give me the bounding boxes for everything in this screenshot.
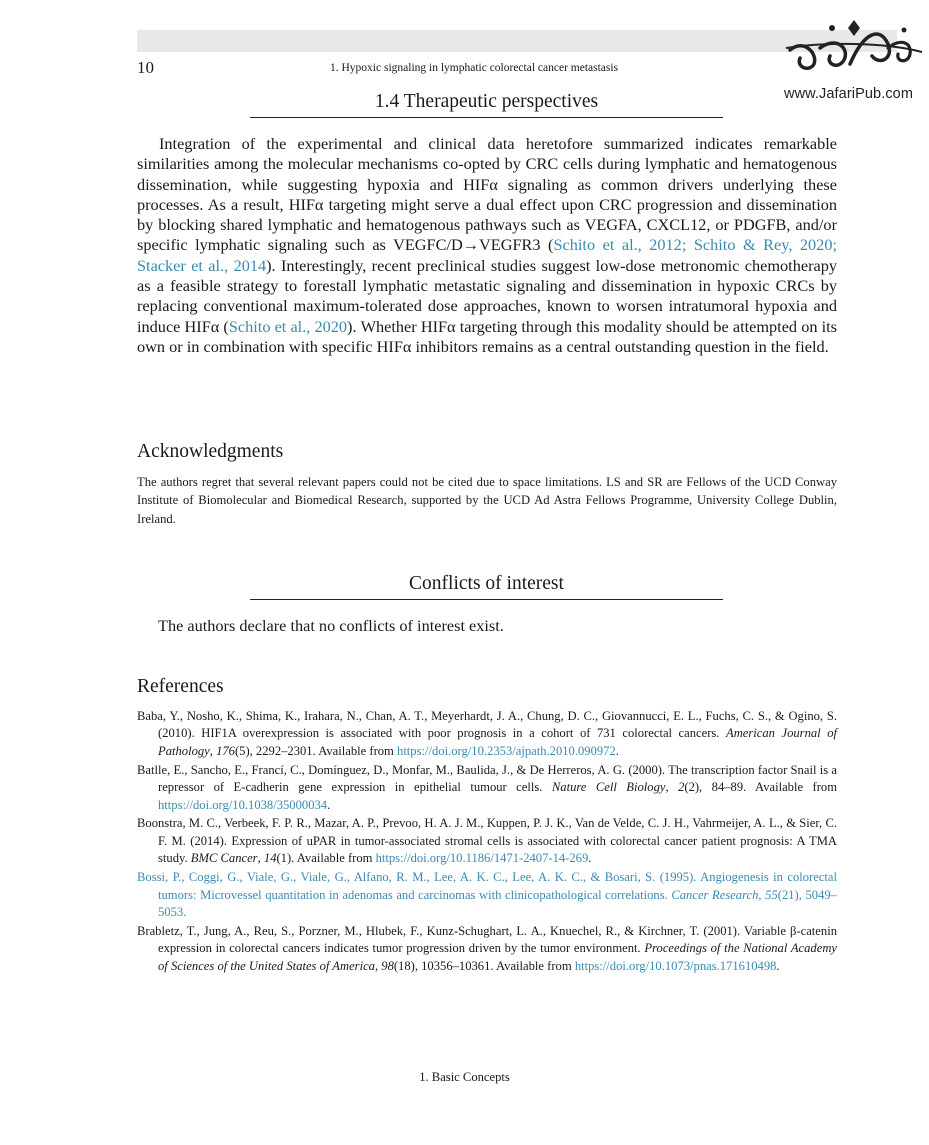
ref-volume: 14 [263, 851, 277, 866]
ref-end: . [615, 743, 619, 758]
calligraphy-logo-icon [784, 8, 926, 84]
reference-item [137, 762, 837, 814]
ref-journal: Cancer Research [671, 887, 759, 902]
reference-item-link[interactable] [137, 869, 837, 921]
ref-volume: 176 [216, 743, 235, 758]
ref-sep: , [209, 743, 217, 758]
doi-link[interactable]: https://doi.org/10.2353/ajpath.2010.090972 [397, 743, 616, 758]
logo-url: www.JafariPub.com [784, 86, 914, 102]
citation-link[interactable]: Schito et al., 2020 [228, 316, 348, 336]
conflicts-title: Conflicts of interest [250, 573, 723, 600]
ref-pages: (18), 10356–10361. Available from [393, 958, 575, 973]
reference-item [137, 708, 837, 760]
ref-sep: , [758, 887, 766, 902]
ref-end: . [776, 958, 780, 973]
paragraph-text: Integration of the experimental and clinical data heretofore summarized indicates remarkable similarities among the molecular mechanisms co-opted by CRC cells during lymphatic and hematogenous dissemination, while suggesting hypoxia and HIFα signaling as common drivers underlying these processes. As a result, HIFα targeting might serve a dual effect upon CRC progression and dissemination by blocking shared lymphatic and hematogenous pathways such as VEGFA, CXCL12, or PDGFB, and/or specific lymphatic signaling such as VEGFC/D→VEGFR3 ( [137, 134, 837, 255]
ref-pages: (1). Available from [276, 851, 376, 866]
ref-text: Bossi, P., Coggi, G., Viale, G., Viale, G., Alfano, R. M., Lee, A. K. C., Lee, A. K. C., & Bosari, S. (1995). Angiogenesis in colorectal tumors: Microvessel quantitation in adenomas and carcinomas with clinicopathological correlations. [137, 870, 837, 902]
section-paragraph [137, 134, 837, 357]
ref-pages: (5), 2292–2301. Available from [234, 743, 398, 758]
ref-volume: 2 [678, 780, 685, 795]
ref-end: . [327, 797, 331, 812]
doi-link[interactable]: https://doi.org/10.1186/1471-2407-14-269 [375, 851, 589, 866]
paragraph-text: ). Interestingly, recent preclinical studies suggest low-dose metronomic chemotherapy as a feasible strategy to forestall lymphatic metastatic signaling and dissemination in hypoxic CRCs by replacing conventional maximum-tolerated dose approaches, known to worsen intratumoral hypoxia and induce HIFα ( [137, 255, 837, 336]
ref-journal: Proceedings of the National Academy of Sciences of the United States of America [158, 941, 837, 973]
publisher-logo[interactable] [780, 8, 926, 100]
ref-text: Baba, Y., Nosho, K., Shima, K., Irahara, N., Chan, A. T., Meyerhardt, J. A., Chung, D. C., Giovannucci, E. L., Fuchs, C. S., & Ogino, S. (2010). HIF1A overexpression is associated with poor prognosis in a cohort of 731 colorectal cancers. [137, 709, 837, 741]
page-number: 10 [137, 58, 154, 77]
references-title: References [137, 676, 224, 697]
section-title: 1.4 Therapeutic perspectives [250, 91, 723, 118]
ref-volume: 55 [765, 887, 778, 902]
ref-end: . [588, 851, 592, 866]
paragraph-text: ). Whether HIFα targeting through this modality should be attempted on its own or in combination with specific HIFα inhibitors remains as a central outstanding question in the field. [137, 316, 837, 356]
doi-link[interactable]: https://doi.org/10.1038/35000034 [158, 797, 328, 812]
ref-volume: 98 [381, 958, 394, 973]
running-head: 1. Hypoxic signaling in lymphatic colorectal cancer metastasis [330, 62, 619, 74]
ref-sep: , [257, 851, 264, 866]
ref-text: Boonstra, M. C., Verbeek, F. P. R., Mazar, A. P., Prevoo, H. A. J. M., Kuppen, P. J. K., Van de Velde, C. J. H., Vahrmeijer, A. L., & Sier, C. F. M. (2014). Expression of uPAR in tumor-associated stromal cells is associated with colorectal cancer patient prognosis: A TMA study. [137, 816, 837, 866]
ref-sep: , [665, 780, 679, 795]
page-footer: 1. Basic Concepts [419, 1070, 510, 1084]
doi-link[interactable]: https://doi.org/10.1073/pnas.171610498 [574, 958, 777, 973]
acknowledgments-title: Acknowledgments [137, 441, 284, 462]
conflicts-text: The authors declare that no conflicts of interest exist. [158, 616, 504, 635]
citation-link[interactable]: Schito et al., 2012; Schito & Rey, 2020; Stacker et al., 2014 [137, 235, 837, 275]
ref-text: Batlle, E., Sancho, E., Francí, C., Domínguez, D., Monfar, M., Baulida, J., & De Herreros, A. G. (2000). The transcription factor Snail is a repressor of E-cadherin gene expression in epithelial tumour cells. [137, 762, 837, 795]
reference-item [137, 923, 837, 975]
ref-pages: (2), 84–89. Available from [684, 780, 838, 795]
ref-text: Brabletz, T., Jung, A., Reu, S., Porzner, M., Hlubek, F., Kunz-Schughart, L. A., Knuechel, R., & Kirchner, T. (2001). Variable β-catenin expression in colorectal cancers indicates tumor progression driven by the tumor environment. [137, 923, 837, 956]
reference-list [137, 708, 837, 977]
reference-item [137, 815, 837, 867]
ref-journal: American Journal of Pathology [158, 726, 837, 758]
ref-journal: BMC Cancer [190, 851, 258, 866]
ref-journal: Nature Cell Biology [551, 780, 666, 795]
ref-sep: , [374, 958, 382, 973]
acknowledgments-text: The authors regret that several relevant papers could not be cited due to space limitations. LS and SR are Fellows of the UCD Conway Institute of Biomolecular and Biomedical Research, supported by the UCD Ad Astra Fellows Programme, University College Dublin, Ireland. [137, 475, 837, 526]
ref-pages: (21), 5049–5053. [158, 887, 837, 919]
